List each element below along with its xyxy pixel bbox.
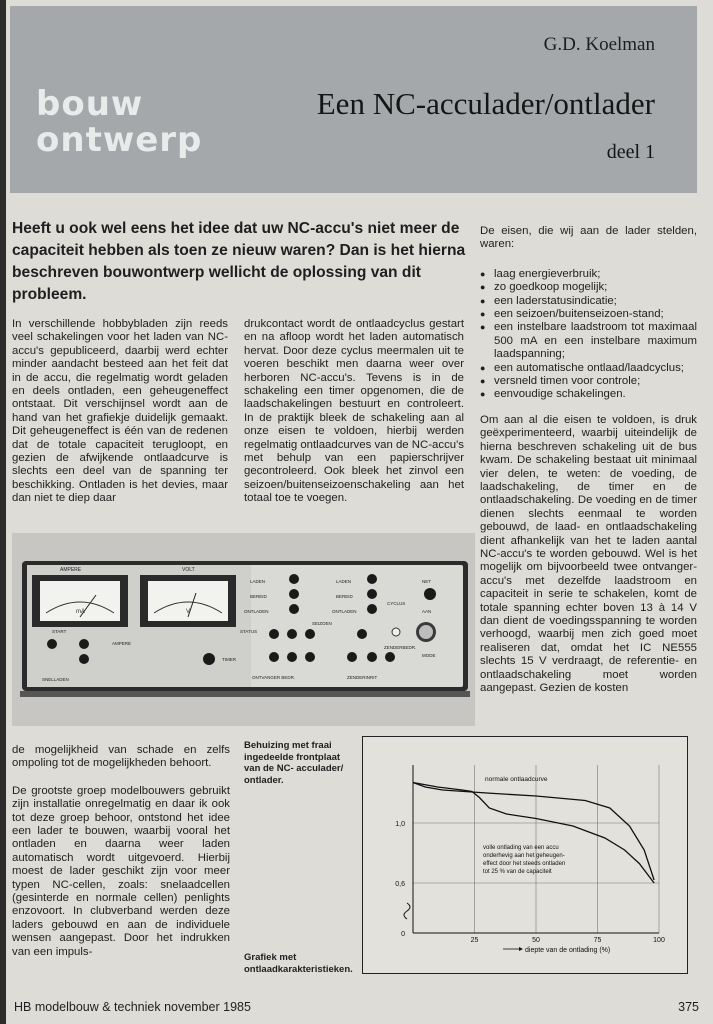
- meter-right-unit: V: [186, 609, 191, 615]
- intro-paragraph: Heeft u ook wel eens het idee dat uw NC-accu's niet meer de capaciteit hebben als toen ze nieuw waren? Dan is het hierna beschreven bouwontwerp wellicht de oplossing van dit probleem.: [12, 220, 466, 303]
- list-item: ● een instelbare laadstroom tot maximaal 500 mA en een instelbare maximum laadspanning;: [480, 321, 697, 361]
- start-label: START: [52, 629, 67, 634]
- footer-publication: HB modelbouw & techniek november 1985: [14, 1000, 251, 1014]
- list-item: ● laag energieverbruik;: [480, 268, 697, 281]
- list-item: ● eenvoudige schakelingen.: [480, 388, 697, 401]
- led-label: BEREID: [250, 594, 267, 599]
- column-1-text: In verschillende hobbybladen zijn reeds veel schakelingen voor het laden van NC-accu's gepubliceerd, daarbij werd echter minder aandacht besteed aan het feit dat in de accu, die regelmatig wordt geladen en deels ontladen, een geheugeneffect ontstaat. Dit verschijnsel wordt aan de hand van het grafiekje duidelijk gemaakt. Dit geheugeneffect is één van de redenen dat de totale capaciteit terugloopt, en gezien de afwijkende ontlaadcurve is slechts een deel van de spanning ter beschikking. Ontladen is het devies, maar dan niet te diep daar: [12, 318, 228, 505]
- logo-line-1: bouw: [36, 84, 144, 124]
- requirements-list: [480, 268, 697, 402]
- article-part: deel 1: [606, 141, 655, 163]
- chart-y-tick-label: 0,6: [395, 881, 405, 888]
- bottom-col-paragraph: De grootste groep modelbouwers gebruikt zijn installatie onregelmatig en daar ik ook tot deze groep behoor, ontstond het idee een lader te bouwen, waarbij vooral het ontladen en daarna weer laden automatisch wordt uitgevoerd. Hierbij moest de lader geschikt zijn voor meer typen NC-cellen, zoals: snelaadcellen (gesinterde en normale cellen) penlights enzovoort. In clubverband werden deze laders gebouwd en aan de individuele wensen aangepast. Door het indrukken van een impuls-: [12, 784, 230, 958]
- list-item: ● zo goedkoop mogelijk;: [480, 281, 697, 294]
- cyclus-label: CYCLUS: [387, 601, 406, 606]
- chart-frame: [362, 736, 688, 974]
- discharge-chart: [363, 737, 687, 973]
- chart-annotation-memory-effect: onderhevig aan het geheugen-: [483, 853, 565, 859]
- led-label: BEREID: [336, 594, 353, 599]
- chart-annotation-memory-effect: volle ontlading van een accu: [483, 845, 559, 851]
- led-label: ONTLADEN: [244, 609, 269, 614]
- seizoen-label: SEIZOEN: [312, 621, 332, 626]
- chart-x-tick-label: 75: [593, 937, 602, 944]
- ampere-label: AMPERE: [112, 641, 132, 646]
- list-item: ● een laderstatusindicatie;: [480, 295, 697, 308]
- front-panel-photo: [12, 533, 475, 726]
- led-label: ONTLADEN: [332, 609, 357, 614]
- meter-left-unit: mA: [76, 609, 85, 615]
- meter-right-title: VOLT: [182, 567, 195, 573]
- requirements-lead: De eisen, die wij aan de lader stelden, waren:: [480, 225, 697, 251]
- zenderinrit-label: ZENDERINRIT: [347, 675, 378, 680]
- chart-x-axis-label: diepte van de ontlading (%): [525, 947, 611, 954]
- column-2: [244, 318, 464, 515]
- section-logo: [36, 86, 202, 158]
- led-label: LADEN: [250, 579, 266, 584]
- header-band: [10, 6, 697, 193]
- bottom-column-1: [12, 744, 230, 968]
- chart-annotation-normal: normale ontlaadcurve: [485, 776, 548, 783]
- chart-annotation-memory-effect: tot 25 % van de capaciteit: [483, 869, 552, 875]
- list-item: ● een seizoen/buitenseizoen-stand;: [480, 308, 697, 321]
- net-label: NET: [422, 579, 431, 584]
- series-line-memory-effect: [413, 783, 654, 884]
- photo-caption: Behuizing met fraai ingedeelde frontplaat van de NC- acculader/ ontlader.: [244, 740, 344, 786]
- snelladen-label: SNELLADEN: [42, 677, 69, 682]
- chart-x-tick-label: 25: [470, 937, 479, 944]
- chart-y-tick-label: 1,0: [395, 821, 405, 828]
- ontvanger-label: ONTVANGER BEDR.: [252, 675, 296, 680]
- page-edge: [0, 0, 6, 1024]
- author: G.D. Koelman: [543, 34, 655, 55]
- status-label: STATUS: [240, 629, 258, 634]
- mode-label: MODE: [422, 653, 436, 658]
- list-item: ● een automatische ontlaad/laadcyclus;: [480, 362, 697, 375]
- list-item: ● versneld timen voor controle;: [480, 375, 697, 388]
- chart-x-tick-label: 100: [653, 937, 665, 944]
- chart-x-tick-label: 50: [532, 937, 540, 944]
- page-number: 375: [678, 1000, 699, 1014]
- zender-label: ZENDERBEDR.: [384, 645, 417, 650]
- bottom-col-paragraph: de mogelijkheid van schade en zelfs ompoling tot de mogelijkheden behoort.: [12, 744, 230, 770]
- column-3: [480, 225, 697, 704]
- column-2-text: drukcontact wordt de ontlaadcyclus gestart en na afloop wordt het laden automatisch hervat. Door deze cyclus meermalen uit te voeren beschikt men daarna weer over herboren NC-accu's. Tevens is in de schakeling een timer opgenomen, die de laadschakelingen bestuurt en controleert. In de praktijk bleek de schakeling aan al onze eisen te voldoen, hierbij werden regelmatig ontlaadcurves van de NC-accu's met behulp van een papierschrijver gecontroleerd. Ook bleek het zinvol een seizoen/buitenseizoenschakeling aan het totaal toe te voegen.: [244, 318, 464, 505]
- article-title: Een NC-acculader/ontlader: [316, 86, 655, 121]
- aan-label: AAN: [422, 609, 432, 614]
- timer-label: TIMER: [222, 657, 236, 662]
- chart-annotation-memory-effect: effect door het steeds ontladen: [483, 861, 566, 867]
- front-panel-illustration: [12, 533, 475, 726]
- column-1: [12, 318, 228, 515]
- chart-caption: Grafiek met ontlaadkarakteristieken.: [244, 952, 353, 975]
- chart-axis-break: [404, 903, 410, 919]
- chart-y-tick-label: 0: [401, 931, 405, 938]
- meter-left-title: AMPERE: [60, 567, 82, 573]
- column-3-text: Om aan al die eisen te voldoen, is druk geëxperimenteerd, waarbij uiteindelijk de hierna beschreven schakeling uit de bus kwam. De schakeling bestaat uit minimaal vier delen, te weten: de voeding, de laadschakeling, de timer en de ontlaadschakeling. De voeding en de timer dienen slechts eenmaal te worden gebouwd, de laad- en ontlaadschakeling dient afhankelijk van het te laden aantal NC-accu's te worden gebouwd. Wel is het mogelijk om bijvoorbeeld twee ontvanger-accu's met dezelfde laadstroom en capaciteit in serie te schakelen, komt de totale spanning echter boven 13 à 14 V dan dient de voedingsspanning te worden verhoogd, waarbij men zich goed moet realiseren dat, omdat het IC NE555 slechts 15 V verdraagt, de referentie- en ontlaadschakeling moet worden aangepast. Gezien de kosten: [480, 413, 697, 694]
- chart-xlabel-arrowhead: [519, 947, 523, 951]
- logo-line-2: ontwerp: [36, 120, 203, 160]
- led-label: LADEN: [336, 579, 352, 584]
